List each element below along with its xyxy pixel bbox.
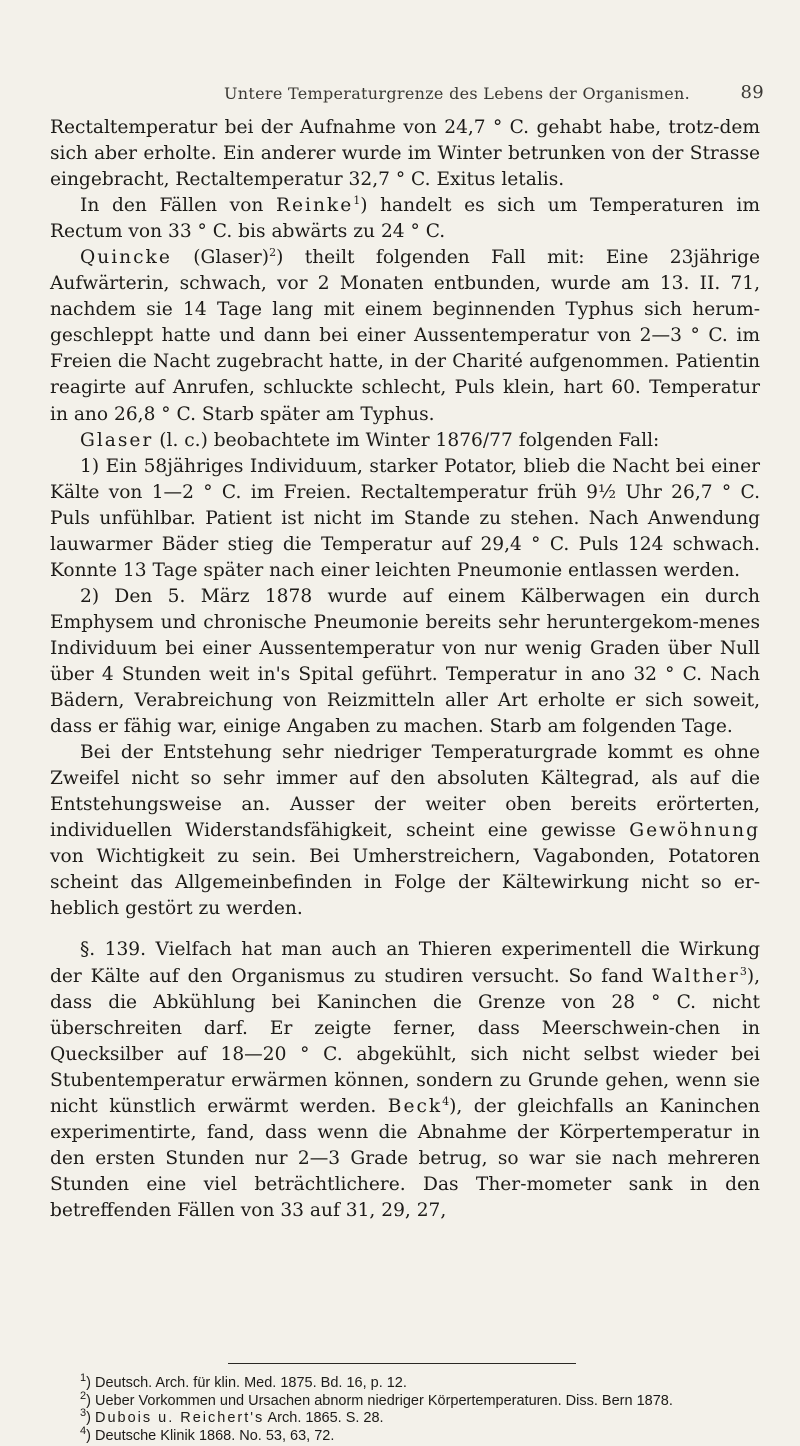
p8-text-c: ), der gleichfalls an Kaninchen experimentirte, fand, dass wenn die Abnahme der Körpertemperatur in den ersten Stunden nur 2—3 Grade betrug, so war sie nach mehreren Stunden eine viel beträchtlichere. Das Ther-mometer sank in den betreffenden Fällen von 33 auf 31, 29, 27, — [50, 1095, 760, 1221]
p7-text-b: von Wichtigkeit zu sein. Bei Umherstreichern, Vagabonden, Potatoren scheint das Allgemeinbefinden in Folge der Kältewirkung nicht so er-heblich gestört zu werden. — [50, 846, 760, 920]
p8-text-b: ), dass die Abkühlung bei Kaninchen die Grenze von 28 ° C. nicht überschreiten darf. Er zeigte ferner, dass Meerschwein-chen in Quecksilber auf 18—20 ° C. abgekühlt, sich nicht selbst wieder bei Stubentemperatur erwärmen können, sondern zu Grunde gehen, wenn sie nicht künstlich erwärmt werden. — [50, 965, 760, 1117]
author-beck: Beck — [387, 1095, 443, 1117]
footnote-divider — [228, 1363, 576, 1364]
paragraph-1 — [50, 115, 760, 193]
footnotes — [50, 1372, 760, 1445]
footnote-2 — [50, 1389, 760, 1411]
case-2-text: 2) Den 5. März 1878 wurde auf einem Kälberwagen ein durch Emphysem und chronische Pneumonie bereits sehr heruntergekom-menes Individuum bei einer Aussentemperatur von nur wenig Graden über Null über 4 Stunden weit in's Spital geführt. Temperatur in ano 32 ° C. Nach Bädern, Verabreichung von Reizmitteln aller Art erholte er sich soweit, dass er fähig war, einige Angaben zu machen. Starb am folgenden Tage. — [50, 585, 760, 738]
paragraph-4 — [50, 428, 760, 454]
footnote-4-text: ) Deutsche Klinik 1868. No. 53, 63, 72. — [86, 1427, 335, 1444]
author-quincke: Quincke — [80, 247, 172, 269]
p4-text: (l. c.) beobachtete im Winter 1876/77 folgenden Fall: — [153, 429, 660, 451]
running-header — [224, 84, 764, 103]
paragraph-1-text: Rectaltemperatur bei der Aufnahme von 24,7 ° C. gehabt habe, trotz-dem sich aber erholte. Ein anderer wurde im Winter betrunken von der Strasse eingebracht, Rectaltemperatur 32,7 ° C. Exitus letalis. — [50, 117, 760, 191]
p8-text-a: §. 139. Vielfach hat man auch an Thieren experimentell die Wirkung der Kälte auf den Organismus zu studiren versucht. So fand — [50, 939, 760, 987]
footnote-ref-4: 4 — [442, 1094, 450, 1108]
main-text — [50, 115, 760, 1224]
footnote-3-text: Arch. 1865. S. 28. — [264, 1410, 384, 1426]
page-number: 89 — [740, 82, 764, 103]
emphasis-gewoehnung: Gewöhnung — [629, 820, 760, 842]
author-reinke: Reinke — [276, 195, 354, 217]
footnote-ref-2: 2 — [269, 246, 277, 260]
running-title: Untere Temperaturgrenze des Lebens der Organismen. — [224, 84, 690, 103]
p2-text-a: In den Fällen von — [80, 195, 276, 217]
footnote-ref-3: 3 — [739, 964, 747, 978]
paragraph-3 — [50, 245, 760, 427]
footnote-3-paren: ) — [86, 1410, 95, 1426]
section-139 — [50, 937, 760, 1224]
author-glaser: Glaser — [80, 429, 154, 451]
footnote-ref-1: 1 — [353, 193, 361, 207]
footnote-1-text: ) Deutsch. Arch. für klin. Med. 1875. Bd. 16, p. 12. — [86, 1375, 407, 1391]
author-walther: Walther — [651, 965, 740, 987]
case-1-text: 1) Ein 58jähriges Individuum, starker Potator, blieb die Nacht bei einer Kälte von 1—2 ° C. im Freien. Rectaltemperatur früh 9½ Uhr 26,7 ° C. Puls unfühlbar. Patient ist nicht im Stande zu stehen. Nach Anwendung lauwarmer Bäder stieg die Temperatur auf 29,4 ° C. Puls 124 schwach. Konnte 13 Tage später nach einer leichten Pneumonie entlassen werden. — [50, 455, 760, 581]
footnote-4 — [50, 1424, 760, 1446]
footnote-3-authors: Dubois u. Reichert's — [94, 1410, 265, 1426]
paragraph-2 — [50, 193, 760, 245]
footnote-mark-4: 4 — [80, 1424, 87, 1437]
footnote-mark-1: 1 — [80, 1372, 87, 1385]
footnote-2-text: ) Ueber Vorkommen und Ursachen abnorm niedriger Körpertemperaturen. Diss. Bern 1878. — [86, 1392, 673, 1409]
paragraph-7 — [50, 740, 760, 922]
p3-text-b: ) theilt folgenden Fall mit: Eine 23jährige Aufwärterin, schwach, vor 2 Monaten entbunden, wurde am 13. II. 71, nachdem sie 14 Tage lang mit einem beginnenden Typhus sich herum-geschleppt hatte und dann bei einer Aussentemperatur von 2—3 ° C. im Freien die Nacht zugebracht hatte, in der Charité aufgenommen. Patientin reagirte auf Anrufen, schluckte schlecht, Puls klein, hart 60. Temperatur in ano 26,8 ° C. Starb später am Typhus. — [50, 247, 760, 425]
footnote-mark-2: 2 — [80, 1389, 87, 1402]
paragraph-case-2 — [50, 584, 760, 740]
p3-text-a: (Glaser) — [171, 247, 270, 269]
paragraph-case-1 — [50, 454, 760, 584]
footnote-mark-3: 3 — [80, 1407, 87, 1420]
footnote-1 — [50, 1372, 760, 1393]
p2-text-b: ) handelt es sich um Temperaturen im Rectum von 33 ° C. bis abwärts zu 24 ° C. — [50, 195, 760, 243]
p7-text-a: Bei der Entstehung sehr niedriger Temperaturgrade kommt es ohne Zweifel nicht so sehr immer auf den absoluten Kältegrad, als auf die Entstehungsweise an. Ausser der weiter oben bereits erörterten, individuellen Widerstandsfähigkeit, scheint eine gewisse — [50, 742, 760, 842]
footnote-3 — [50, 1407, 760, 1428]
